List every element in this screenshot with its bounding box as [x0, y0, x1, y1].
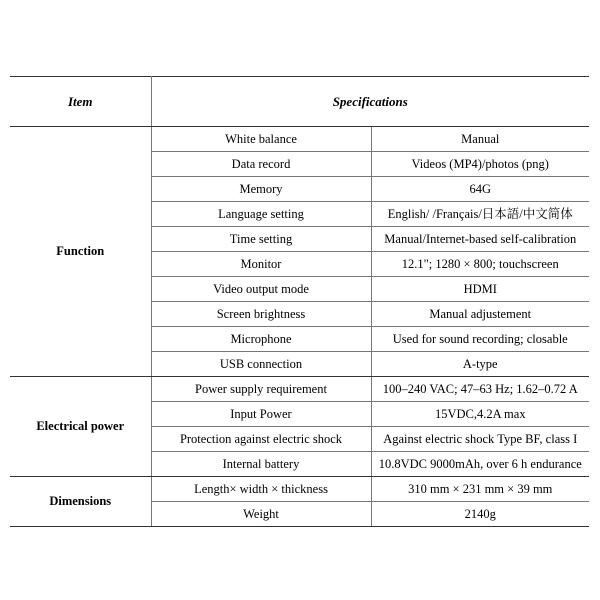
item-cell: Internal battery [151, 452, 371, 477]
item-cell: Video output mode [151, 277, 371, 302]
header-specifications: Specifications [151, 77, 589, 127]
item-cell: Power supply requirement [151, 377, 371, 402]
table-row [10, 377, 589, 402]
spec-cell: 100–240 VAC; 47–63 Hz; 1.62–0.72 A [371, 377, 589, 402]
item-cell: Screen brightness [151, 302, 371, 327]
item-cell: Monitor [151, 252, 371, 277]
item-cell: Data record [151, 152, 371, 177]
spec-cell: Against electric shock Type BF, class I [371, 427, 589, 452]
spec-cell: A-type [371, 352, 589, 377]
table-row [10, 477, 589, 502]
item-cell: Protection against electric shock [151, 427, 371, 452]
spec-cell: 310 mm × 231 mm × 39 mm [371, 477, 589, 502]
spec-cell: 10.8VDC 9000mAh, over 6 h endurance [371, 452, 589, 477]
table-row [10, 127, 589, 152]
item-cell: Weight [151, 502, 371, 527]
spec-cell: Used for sound recording; closable [371, 327, 589, 352]
header-item: Item [10, 77, 151, 127]
item-cell: Language setting [151, 202, 371, 227]
spec-cell: Videos (MP4)/photos (png) [371, 152, 589, 177]
spec-cell: 12.1"; 1280 × 800; touchscreen [371, 252, 589, 277]
specifications-table [10, 76, 589, 527]
category-dimensions: Dimensions [10, 477, 151, 527]
item-cell: Input Power [151, 402, 371, 427]
item-cell: Length× width × thickness [151, 477, 371, 502]
spec-cell: Manual adjustement [371, 302, 589, 327]
item-cell: USB connection [151, 352, 371, 377]
item-cell: White balance [151, 127, 371, 152]
category-function: Function [10, 127, 151, 377]
spec-cell: 15VDC,4.2A max [371, 402, 589, 427]
category-electrical-power: Electrical power [10, 377, 151, 477]
spec-cell: 64G [371, 177, 589, 202]
header-row [10, 77, 589, 127]
spec-cell: 2140g [371, 502, 589, 527]
spec-cell: Manual [371, 127, 589, 152]
item-cell: Memory [151, 177, 371, 202]
item-cell: Microphone [151, 327, 371, 352]
item-cell: Time setting [151, 227, 371, 252]
spec-cell: HDMI [371, 277, 589, 302]
spec-cell: English/ /Français/日本語/中文简体 [371, 202, 589, 227]
spec-cell: Manual/Internet-based self-calibration [371, 227, 589, 252]
